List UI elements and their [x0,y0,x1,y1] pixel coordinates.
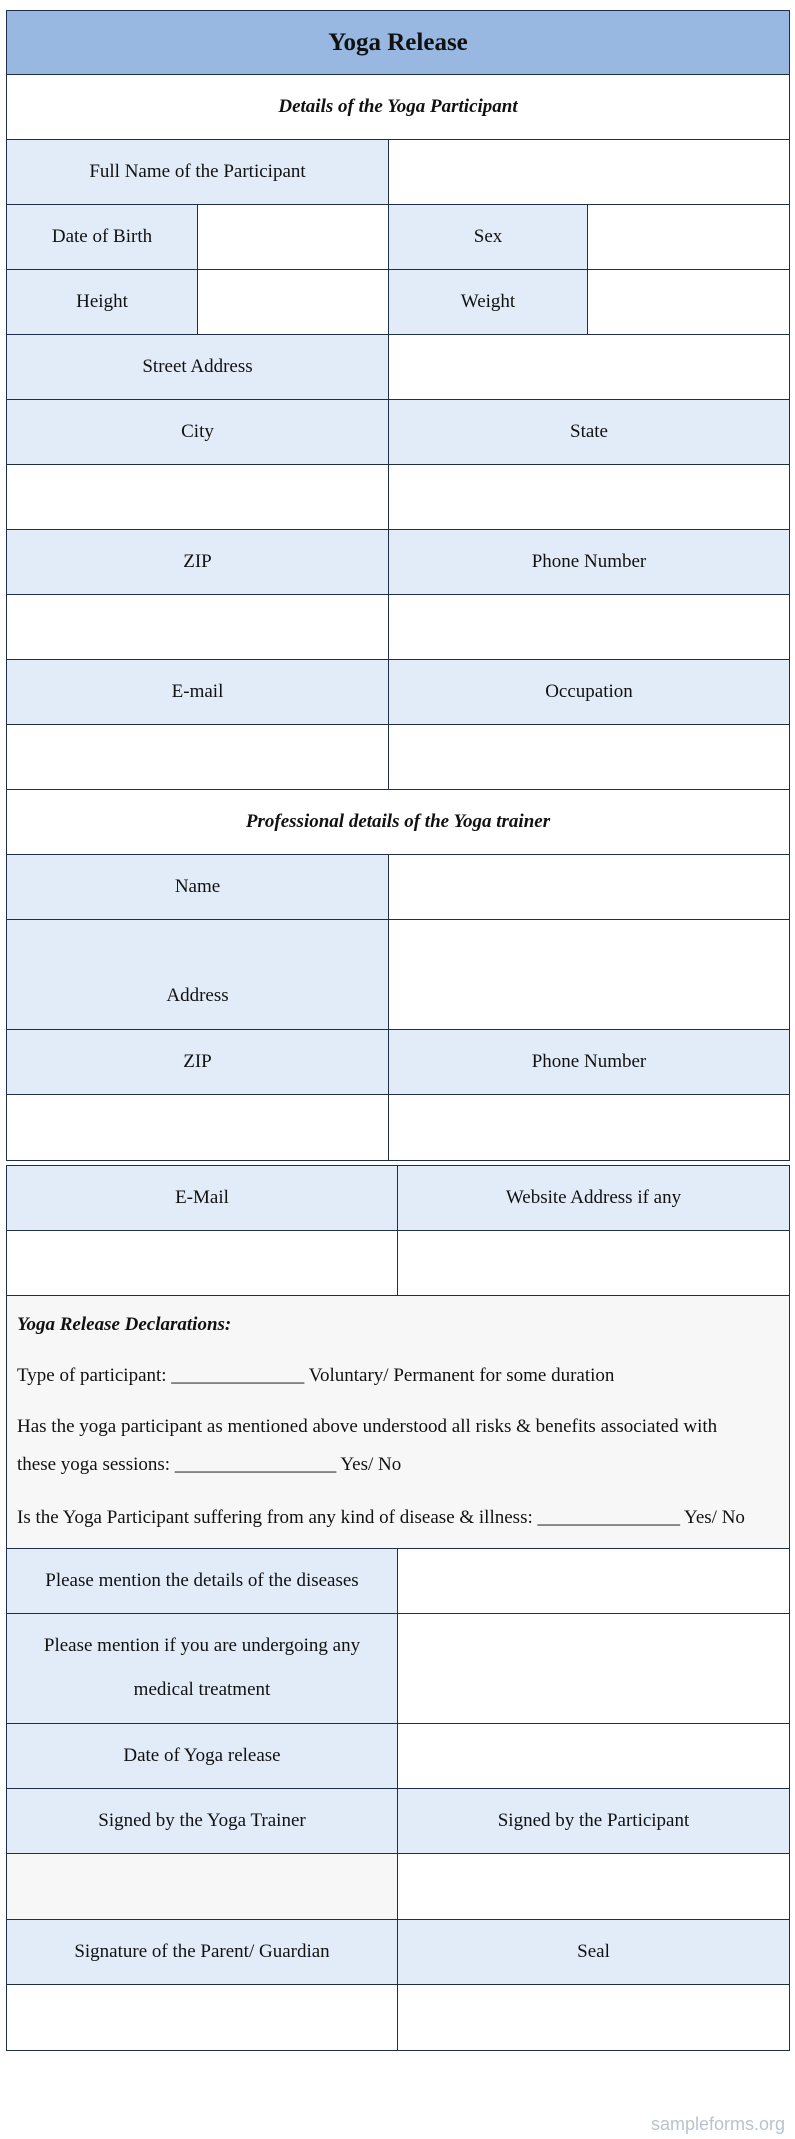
trainer-email-field[interactable] [7,1231,398,1296]
trainer-signature-label: Signed by the Yoga Trainer [7,1788,398,1853]
trainer-address-field[interactable] [389,920,790,1030]
trainer-phone-label: Phone Number [389,1030,790,1095]
occupation-field[interactable] [389,725,790,790]
trainer-zip-label: ZIP [7,1030,389,1095]
trainer-zip-field[interactable] [7,1095,389,1161]
full-name-label: Full Name of the Participant [7,140,389,205]
treatment-label-line-1: Please mention if you are undergoing any [43,1635,361,1657]
section-trainer-heading: Professional details of the Yoga trainer [7,790,790,855]
diseases-label: Please mention the details of the diseases [7,1548,398,1613]
height-field[interactable] [198,270,389,335]
city-label: City [7,400,389,465]
weight-field[interactable] [588,270,790,335]
height-label: Height [7,270,198,335]
zip-field[interactable] [7,595,389,660]
dob-label: Date of Birth [7,205,198,270]
phone-label: Phone Number [389,530,790,595]
treatment-field[interactable] [398,1613,790,1723]
trainer-phone-field[interactable] [389,1095,790,1161]
trainer-email-label: E-Mail [7,1166,398,1231]
treatment-label-line-2: medical treatment [133,1679,271,1701]
trainer-website-label: Website Address if any [398,1166,790,1231]
guardian-signature-field[interactable] [7,1984,398,2050]
email-field[interactable] [7,725,389,790]
watermark-text: sampleforms.org [650,2114,785,2134]
city-field[interactable] [7,465,389,530]
yoga-release-form [6,10,789,2051]
weight-label: Weight [389,270,588,335]
trainer-name-label: Name [7,855,389,920]
declarations-heading: Yoga Release Declarations: [17,1314,232,1335]
street-address-field[interactable] [389,335,790,400]
guardian-signature-label: Signature of the Parent/ Guardian [7,1919,398,1984]
state-label: State [389,400,790,465]
phone-field[interactable] [389,595,790,660]
trainer-website-field[interactable] [398,1231,790,1296]
declaration-risks-line-2: these yoga sessions: _________________ Yes/ No [17,1454,402,1476]
dob-field[interactable] [198,205,389,270]
participant-signature-label: Signed by the Participant [398,1788,790,1853]
section-participant-heading: Details of the Yoga Participant [7,75,790,140]
form-table-top [6,10,790,1161]
trainer-signature-field[interactable] [7,1853,398,1919]
declaration-disease: Is the Yoga Participant suffering from any kind of disease & illness: _______________ Yes/ No [17,1507,745,1529]
email-label: E-mail [7,660,389,725]
seal-field[interactable] [398,1984,790,2050]
diseases-field[interactable] [398,1548,790,1613]
treatment-label [7,1613,398,1723]
state-field[interactable] [389,465,790,530]
declaration-risks-line-1: Has the yoga participant as mentioned above understood all risks & benefits associated with [17,1415,718,1437]
zip-label: ZIP [7,530,389,595]
release-date-label: Date of Yoga release [7,1723,398,1788]
form-table-bottom [6,1165,790,2051]
trainer-address-label: Address [7,920,389,1030]
declarations-block [7,1296,790,1549]
participant-signature-field[interactable] [398,1853,790,1919]
full-name-field[interactable] [389,140,790,205]
trainer-name-field[interactable] [389,855,790,920]
release-date-field[interactable] [398,1723,790,1788]
seal-label: Seal [398,1919,790,1984]
street-address-label: Street Address [7,335,389,400]
occupation-label: Occupation [389,660,790,725]
sex-field[interactable] [588,205,790,270]
form-title: Yoga Release [7,11,790,75]
sex-label: Sex [389,205,588,270]
declaration-participant-type: Type of participant: ______________ Voluntary/ Permanent for some duration [17,1364,615,1386]
